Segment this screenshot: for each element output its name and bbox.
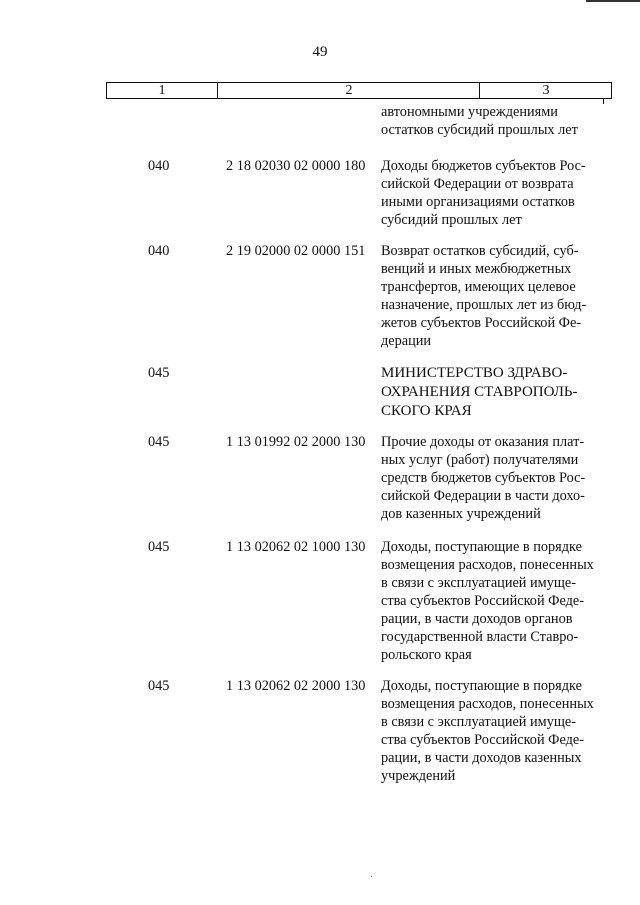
row-description: Доходы, поступающие в порядке возмещения расходов, понесенных в связи с эксплуатацией имуще- ства субъектов Российской Феде- рации, в части доходов органов государственной власти Ставро- pольского края — [381, 539, 594, 663]
scan-speck — [371, 876, 372, 877]
corner-scan-mark — [586, 0, 640, 2]
row-description: автономными учреждениями остатков субсидий прошлых лет — [381, 104, 578, 138]
row-admin-code: 040 — [148, 243, 170, 259]
row-admin-code: 045 — [148, 678, 170, 694]
row-admin-code: 040 — [148, 158, 170, 174]
row-kbk-code: 1 13 02062 02 2000 130 — [226, 678, 366, 694]
row-admin-code: 045 — [148, 539, 170, 555]
row-admin-code: 045 — [148, 365, 170, 381]
row-kbk-code: 1 13 02062 02 1000 130 — [226, 539, 366, 555]
header-col-3: 3 — [479, 83, 612, 98]
row-admin-code: 045 — [148, 434, 170, 450]
table-header — [106, 82, 612, 99]
row-description: Доходы, поступающие в порядке возмещения расходов, понесенных в связи с эксплуатацией имуще- ства субъектов Российской Феде- рации, в части доходов казенных учреждений — [381, 678, 594, 784]
row-ministry-title: МИНИСТЕРСТВО ЗДРАВО- ОХРАНЕНИЯ СТАВРОПОЛЬ- СКОГО КРАЯ — [381, 365, 578, 419]
row-description: Доходы бюджетов субъектов Рос- сийской Федерации от возврата иными организациями остатков субсидий прошлых лет — [381, 158, 586, 228]
row-kbk-code: 2 18 02030 02 0000 180 — [226, 158, 366, 174]
row-kbk-code: 2 19 02000 02 0000 151 — [226, 243, 366, 259]
header-col-1: 1 — [158, 83, 166, 98]
header-col-2: 2 — [217, 83, 480, 98]
row-description: Возврат остатков субсидий, суб- венций и иных межбюджетных трансфертов, имеющих целевое назначение, прошлых лет из бюд- жетов субъектов Российской Фе- дерации — [381, 243, 587, 349]
row-description: Прочие доходы от оказания плат- ных услуг (работ) получателями средств бюджетов субъектов Рос- сийской Федерации в части дохо- дов казенных учреждений — [381, 434, 586, 522]
row-kbk-code: 1 13 01992 02 2000 130 — [226, 434, 366, 450]
page-number: 49 — [312, 44, 328, 60]
